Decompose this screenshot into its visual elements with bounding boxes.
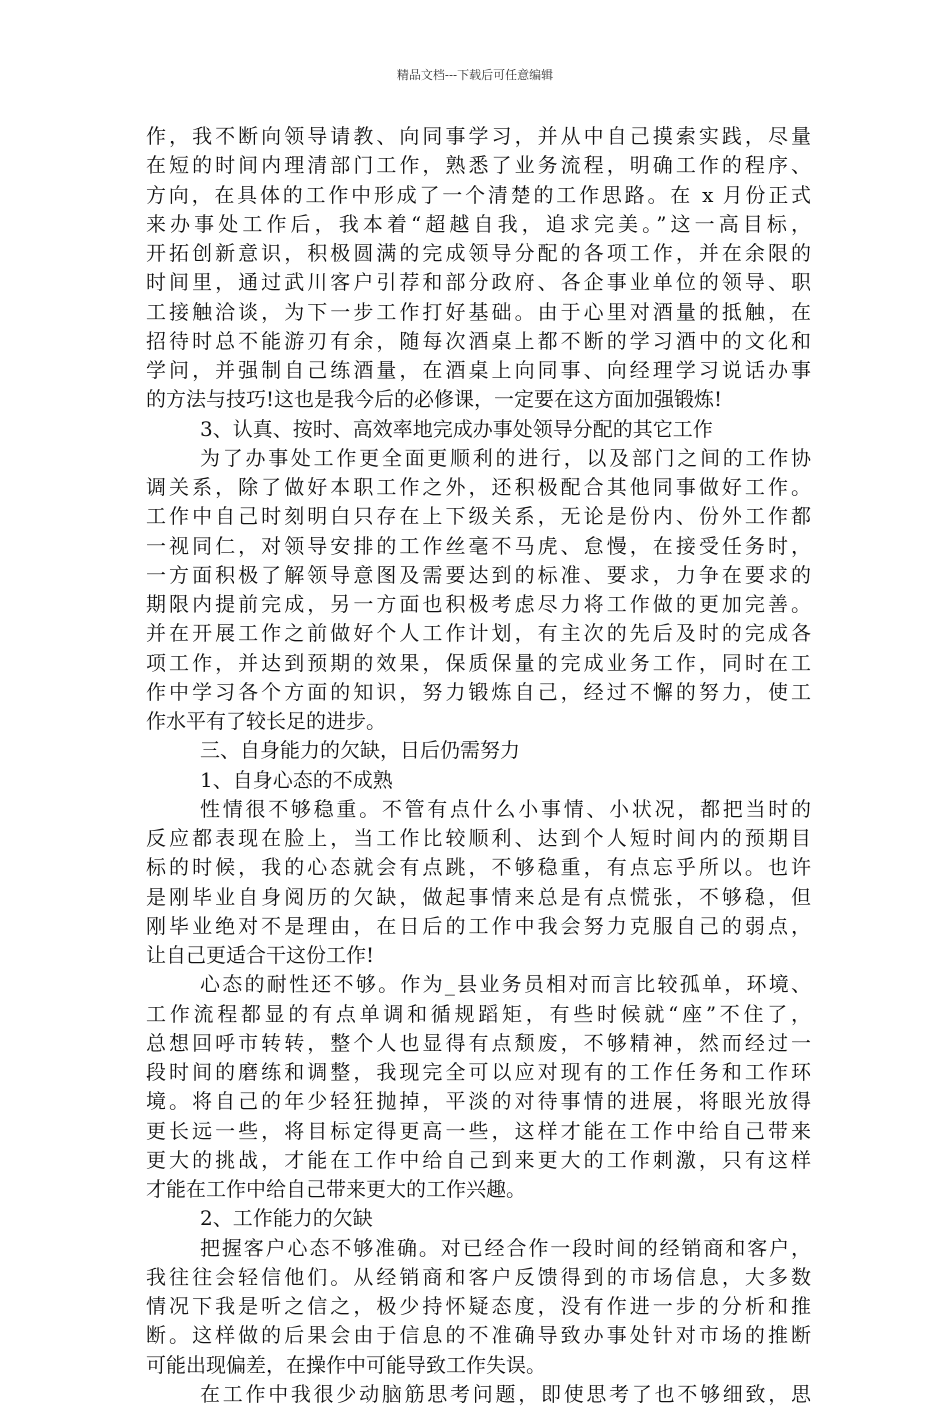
text-line: 调关系，除了做好本职工作之外，还积极配合其他同事做好工作。 [146, 475, 811, 499]
text-line: 总想回呼市转转，整个人也显得有点颓废，不够精神，然而经过一 [146, 1030, 811, 1055]
text-line: 期限内提前完成，另一方面也积极考虑尽力将工作做的更加完善。 [146, 592, 811, 616]
text-line: 更大的挑战，才能在工作中给自己到来更大的工作刺激，只有这样 [146, 1147, 811, 1172]
text-line: 性情很不够稳重。不管有点什么小事情、小状况，都把当时的 [200, 796, 811, 821]
text-line: 可能出现偏差，在操作中可能导致工作失误。 [146, 1352, 546, 1377]
text-line: 更长远一些，将目标定得更高一些，这样才能在工作中给自己带来 [146, 1118, 811, 1143]
text-line: 是刚毕业自身阅历的欠缺，做起事情来总是有点慌张，不够稳，但 [146, 884, 811, 909]
text-line: 心态的耐性还不够。作为_县业务员相对而言比较孤单，环境、 [200, 972, 811, 997]
text-line: 并在开展工作之前做好个人工作计划，有主次的先后及时的完成各 [146, 621, 811, 646]
text-line: 方向，在具体的工作中形成了一个清楚的工作思路。在 x 月份正式 [146, 182, 811, 207]
text-line: 作水平有了较长足的进步。 [146, 709, 386, 733]
text-line: 让自己更适合干这份工作! [146, 943, 375, 967]
document-body [146, 122, 811, 1409]
text-line: 的方法与技巧!这也是我今后的必修课，一定要在这方面加强锻炼! [146, 387, 723, 412]
text-line: 把握客户心态不够准确。对已经合作一段时间的经销商和客户， [200, 1235, 811, 1260]
text-line: 情况下我是听之信之，极少持怀疑态度，没有作进一步的分析和推 [146, 1294, 811, 1318]
text-line: 我往往会轻信他们。从经销商和客户反馈得到的市场信息，大多数 [146, 1264, 811, 1289]
section-heading: 3、认真、按时、高效率地完成办事处领导分配的其它工作 [200, 416, 713, 441]
text-line: 在短的时间内理清部门工作，熟悉了业务流程，明确工作的程序、 [146, 153, 811, 178]
text-line: 学问，并强制自己练酒量，在酒桌上向同事、向经理学习说话办事 [146, 358, 811, 382]
text-line: 一方面积极了解领导意图及需要达到的标准、要求，力争在要求的 [146, 562, 811, 587]
subsection-heading: 1、自身心态的不成熟 [200, 767, 393, 792]
text-line: 段时间的磨练和调整，我现完全可以应对现有的工作任务和工作环 [146, 1060, 811, 1084]
text-line: 开拓创新意识，积极圆满的完成领导分配的各项工作，并在余限的 [146, 241, 811, 265]
text-line: 来办事处工作后，我本着“超越自我，追求完美。”这一高目标， [146, 211, 811, 236]
subsection-heading: 2、工作能力的欠缺 [200, 1206, 373, 1231]
text-line: 工作流程都显的有点单调和循规蹈矩，有些时候就“座”不住了， [146, 1001, 811, 1026]
text-line: 作中学习各个方面的知识，努力锻炼自己，经过不懈的努力，使工 [146, 679, 811, 704]
text-line: 为了办事处工作更全面更顺利的进行，以及部门之间的工作协 [200, 445, 811, 470]
text-line: 时间里，通过武川客户引荐和部分政府、各企事业单位的领导、职 [146, 270, 811, 295]
text-line: 断。这样做的后果会由于信息的不准确导致办事处针对市场的推断 [146, 1323, 811, 1348]
text-line: 标的时候，我的心态就会有点跳，不够稳重，有点忘乎所以。也许 [146, 855, 811, 880]
text-line: 刚毕业绝对不是理由，在日后的工作中我会努力克服自己的弱点， [146, 913, 811, 938]
page-header: 精品文档---下载后可任意编辑 [396, 68, 554, 82]
text-line: 工作中自己时刻明白只存在上下级关系，无论是份内、份外工作都 [146, 504, 811, 529]
text-line: 作，我不断向领导请教、向同事学习，并从中自己摸索实践，尽量 [146, 124, 811, 148]
text-line: 招待时总不能游刃有余，随每次酒桌上都不断的学习酒中的文化和 [146, 328, 811, 353]
text-line: 一视同仁，对领导安排的工作丝毫不马虎、怠慢，在接受任务时， [146, 533, 811, 558]
text-line: 境。将自己的年少轻狂抛掉，平淡的对待事情的进展，将眼光放得 [146, 1089, 811, 1114]
text-line: 项工作，并达到预期的效果，保质保量的完成业务工作，同时在工 [146, 650, 811, 675]
text-line: 在工作中我很少动脑筋思考问题，即使思考了也不够细致，思 [200, 1381, 811, 1406]
text-line: 工接触洽谈，为下一步工作打好基础。由于心里对酒量的抵触，在 [146, 299, 811, 324]
text-line: 才能在工作中给自己带来更大的工作兴趣。 [146, 1177, 526, 1201]
section-heading: 三、自身能力的欠缺，日后仍需努力 [200, 738, 520, 763]
text-line: 反应都表现在脸上，当工作比较顺利、达到个人短时间内的预期目 [146, 826, 811, 850]
